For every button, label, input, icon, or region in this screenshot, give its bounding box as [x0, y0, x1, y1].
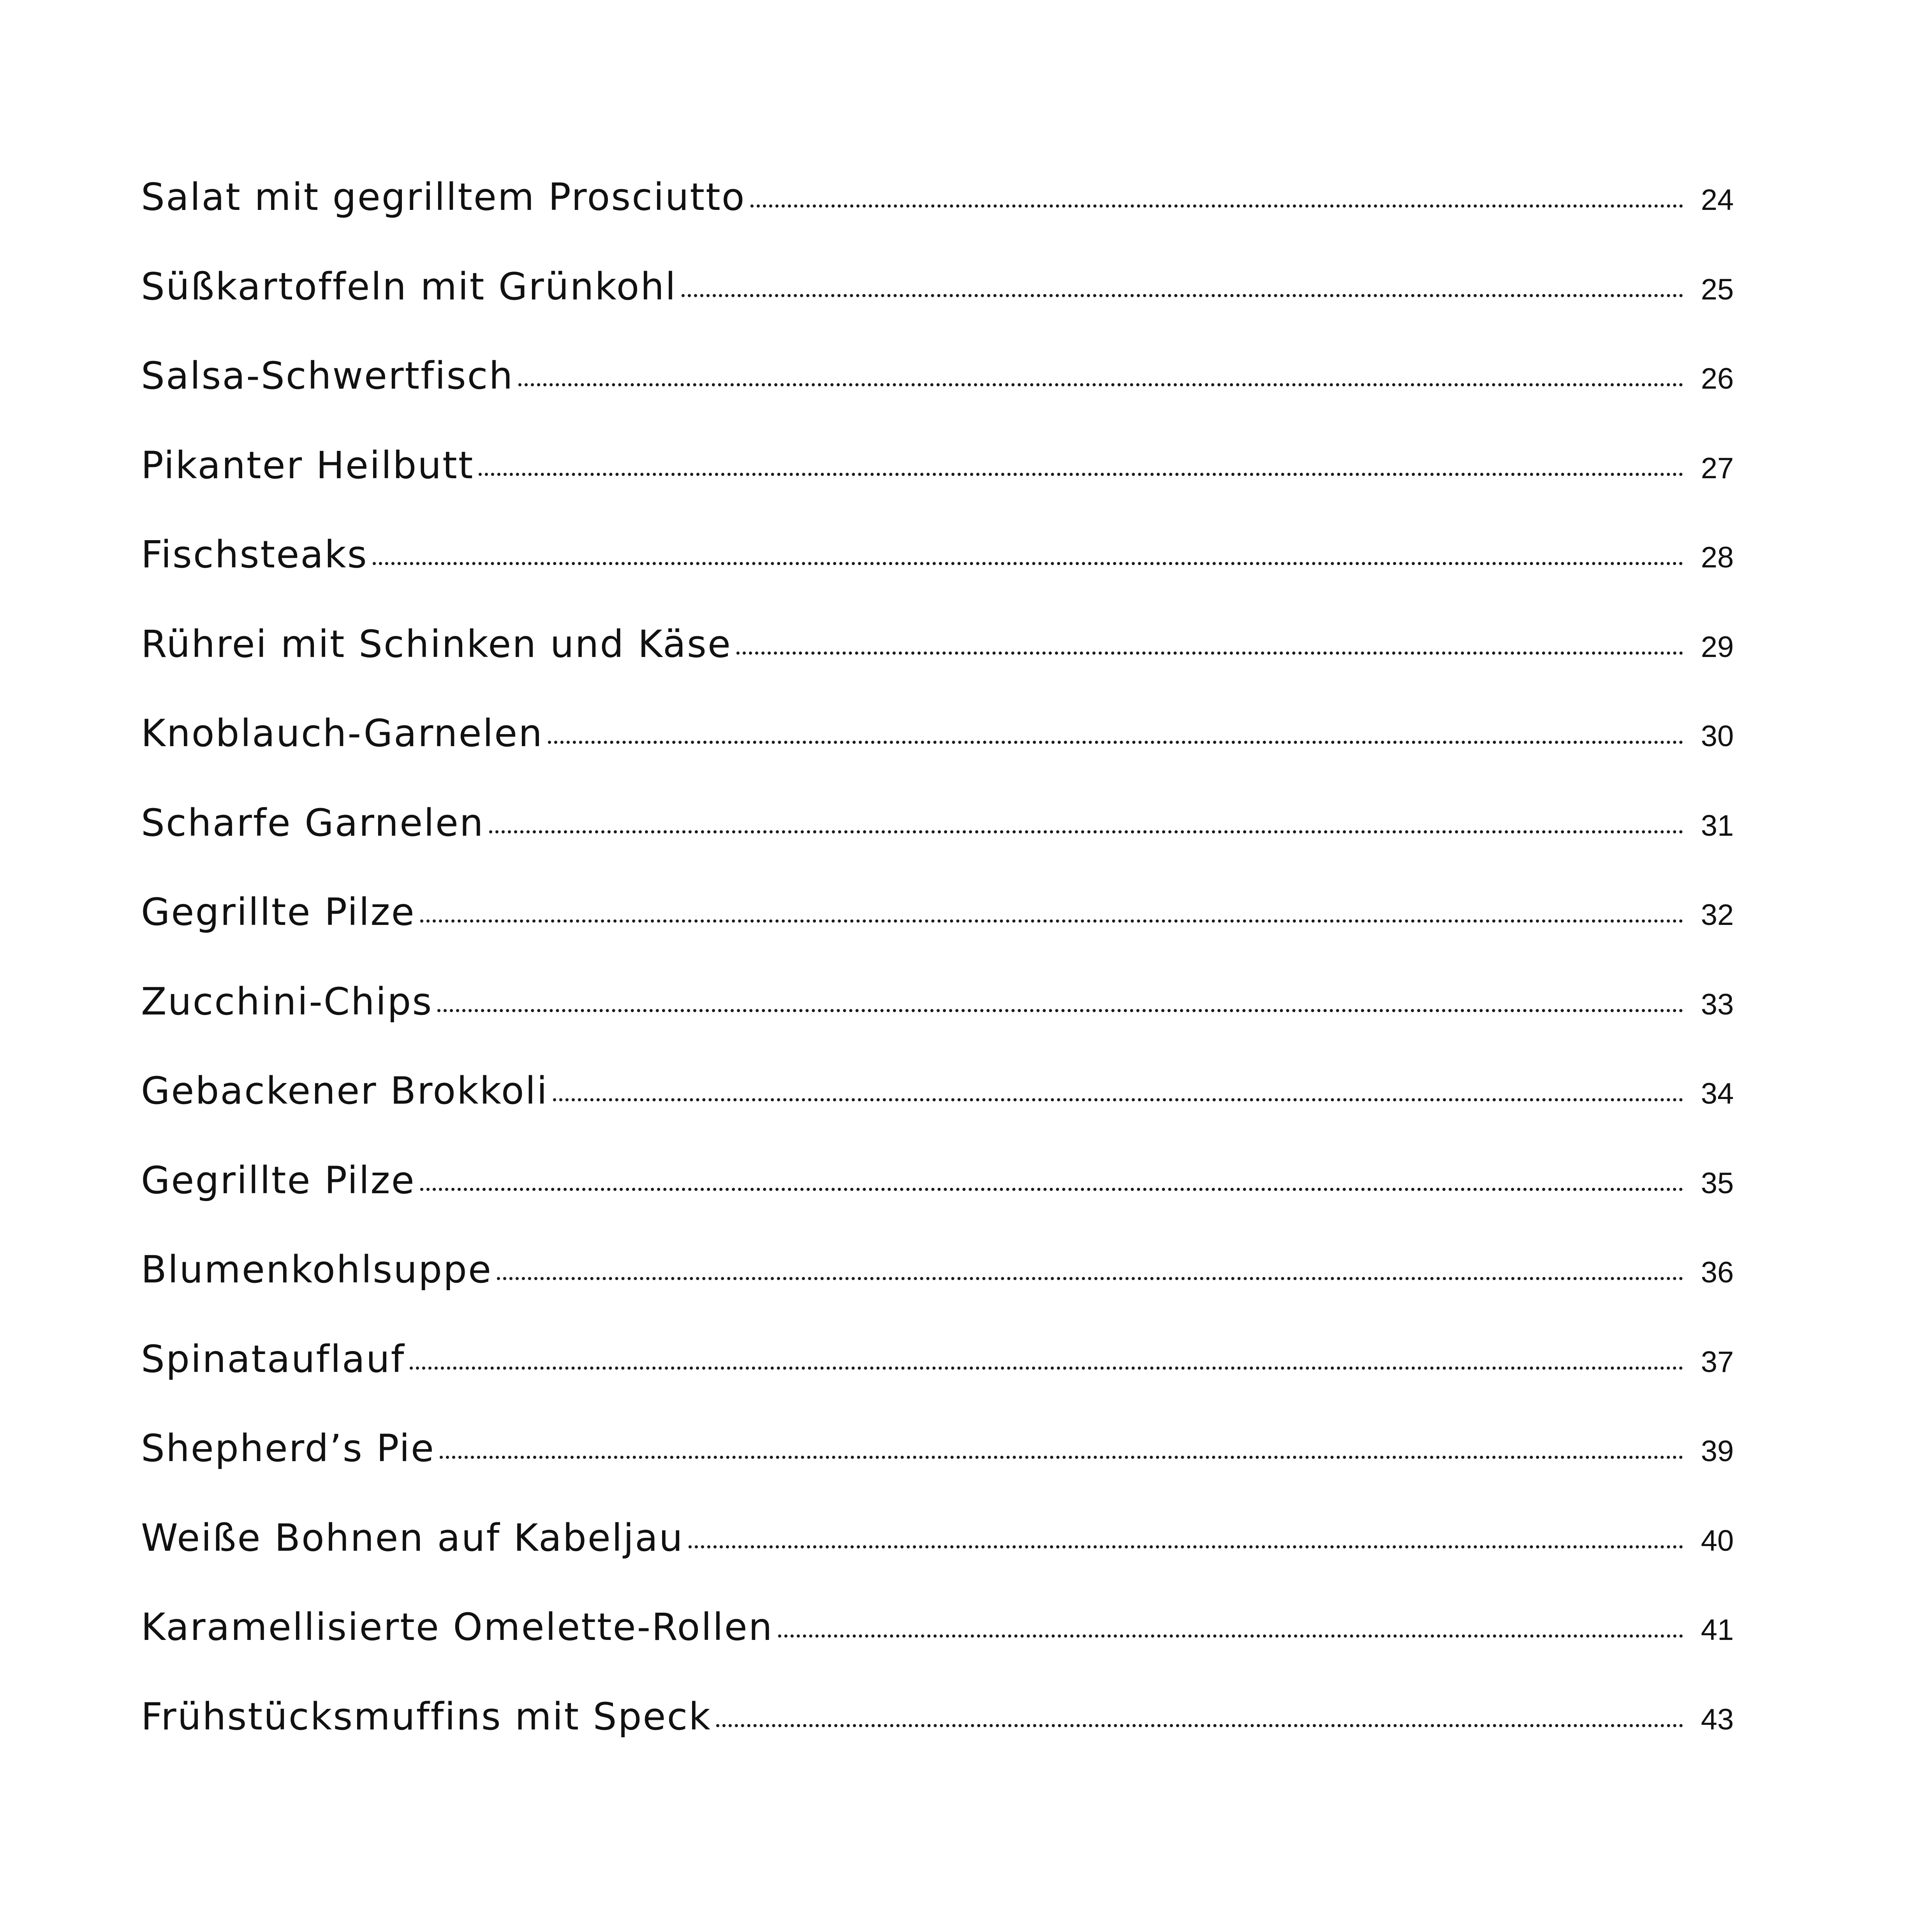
dot-leader	[489, 830, 1683, 833]
toc-entry-title: Pikanter Heilbutt	[141, 443, 474, 487]
toc-entry-page: 36	[1701, 1256, 1734, 1289]
toc-entry-page: 26	[1701, 362, 1734, 395]
toc-entry[interactable]	[141, 1248, 1734, 1340]
toc-entry-title: Rührei mit Schinken und Käse	[141, 622, 732, 666]
toc-entry-page: 32	[1701, 898, 1734, 932]
toc-entry[interactable]	[141, 1158, 1734, 1251]
dot-leader	[553, 1098, 1683, 1101]
toc-entry-page: 40	[1701, 1524, 1734, 1557]
toc-entry-title: Shepherd’s Pie	[141, 1427, 435, 1470]
toc-entry-title: Süßkartoffeln mit Grünkohl	[141, 264, 677, 308]
toc-entry[interactable]	[141, 354, 1734, 447]
toc-entry-title: Fischsteaks	[141, 533, 368, 576]
dot-leader	[778, 1634, 1683, 1638]
toc-entry-title: Salat mit gegrilltem Prosciutto	[141, 175, 746, 219]
dot-leader	[548, 741, 1683, 744]
table-of-contents	[141, 175, 1734, 1787]
toc-entry[interactable]	[141, 264, 1734, 358]
toc-entry[interactable]	[141, 801, 1734, 894]
dot-leader	[479, 473, 1683, 476]
toc-entry-title: Blumenkohlsuppe	[141, 1248, 493, 1291]
toc-entry-page: 27	[1701, 451, 1734, 485]
toc-entry[interactable]	[141, 890, 1734, 983]
toc-entry-page: 28	[1701, 541, 1734, 574]
dot-leader	[682, 294, 1683, 297]
toc-entry-title: Salsa-Schwertfisch	[141, 354, 514, 398]
toc-entry[interactable]	[141, 1337, 1734, 1430]
toc-entry-title: Weiße Bohnen auf Kabeljau	[141, 1516, 684, 1560]
toc-entry-page: 29	[1701, 630, 1734, 664]
toc-entry-page: 35	[1701, 1166, 1734, 1200]
dot-leader	[437, 1009, 1683, 1012]
toc-entry-title: Karamellisierte Omelette-Rollen	[141, 1605, 773, 1649]
dot-leader	[373, 562, 1683, 565]
toc-entry-page: 37	[1701, 1345, 1734, 1379]
toc-entry-page: 30	[1701, 720, 1734, 753]
toc-entry-page: 25	[1701, 273, 1734, 306]
toc-entry[interactable]	[141, 1069, 1734, 1162]
dot-leader	[497, 1277, 1683, 1280]
toc-entry-title: Gebackener Brokkoli	[141, 1069, 548, 1113]
dot-leader	[689, 1545, 1683, 1548]
toc-entry-title: Gegrillte Pilze	[141, 890, 416, 934]
toc-entry-title: Spinatauflauf	[141, 1337, 405, 1381]
toc-entry[interactable]	[141, 533, 1734, 625]
toc-entry[interactable]	[141, 443, 1734, 536]
dot-leader	[518, 383, 1683, 386]
toc-entry[interactable]	[141, 1516, 1734, 1609]
toc-entry[interactable]	[141, 1427, 1734, 1519]
toc-entry-title: Zucchini-Chips	[141, 979, 433, 1023]
dot-leader	[716, 1724, 1683, 1727]
toc-entry-title: Frühstücksmuffins mit Speck	[141, 1694, 712, 1738]
dot-leader	[410, 1367, 1683, 1370]
dot-leader	[420, 919, 1683, 923]
toc-entry[interactable]	[141, 712, 1734, 804]
toc-entry-title: Knoblauch-Garnelen	[141, 712, 544, 755]
toc-entry-title: Scharfe Garnelen	[141, 801, 484, 845]
toc-entry[interactable]	[141, 622, 1734, 715]
dot-leader	[736, 652, 1683, 655]
toc-entry[interactable]	[141, 1694, 1734, 1788]
dot-leader	[420, 1188, 1683, 1191]
dot-leader	[440, 1456, 1683, 1459]
toc-entry[interactable]	[141, 175, 1734, 268]
toc-entry-page: 43	[1701, 1703, 1734, 1736]
dot-leader	[750, 204, 1683, 208]
toc-entry-page: 41	[1701, 1613, 1734, 1647]
toc-entry-page: 31	[1701, 809, 1734, 842]
toc-entry[interactable]	[141, 979, 1734, 1073]
toc-entry-page: 39	[1701, 1435, 1734, 1468]
toc-entry[interactable]	[141, 1605, 1734, 1698]
toc-entry-title: Gegrillte Pilze	[141, 1158, 416, 1202]
toc-entry-page: 34	[1701, 1077, 1734, 1110]
toc-entry-page: 24	[1701, 183, 1734, 217]
toc-entry-page: 33	[1701, 988, 1734, 1021]
